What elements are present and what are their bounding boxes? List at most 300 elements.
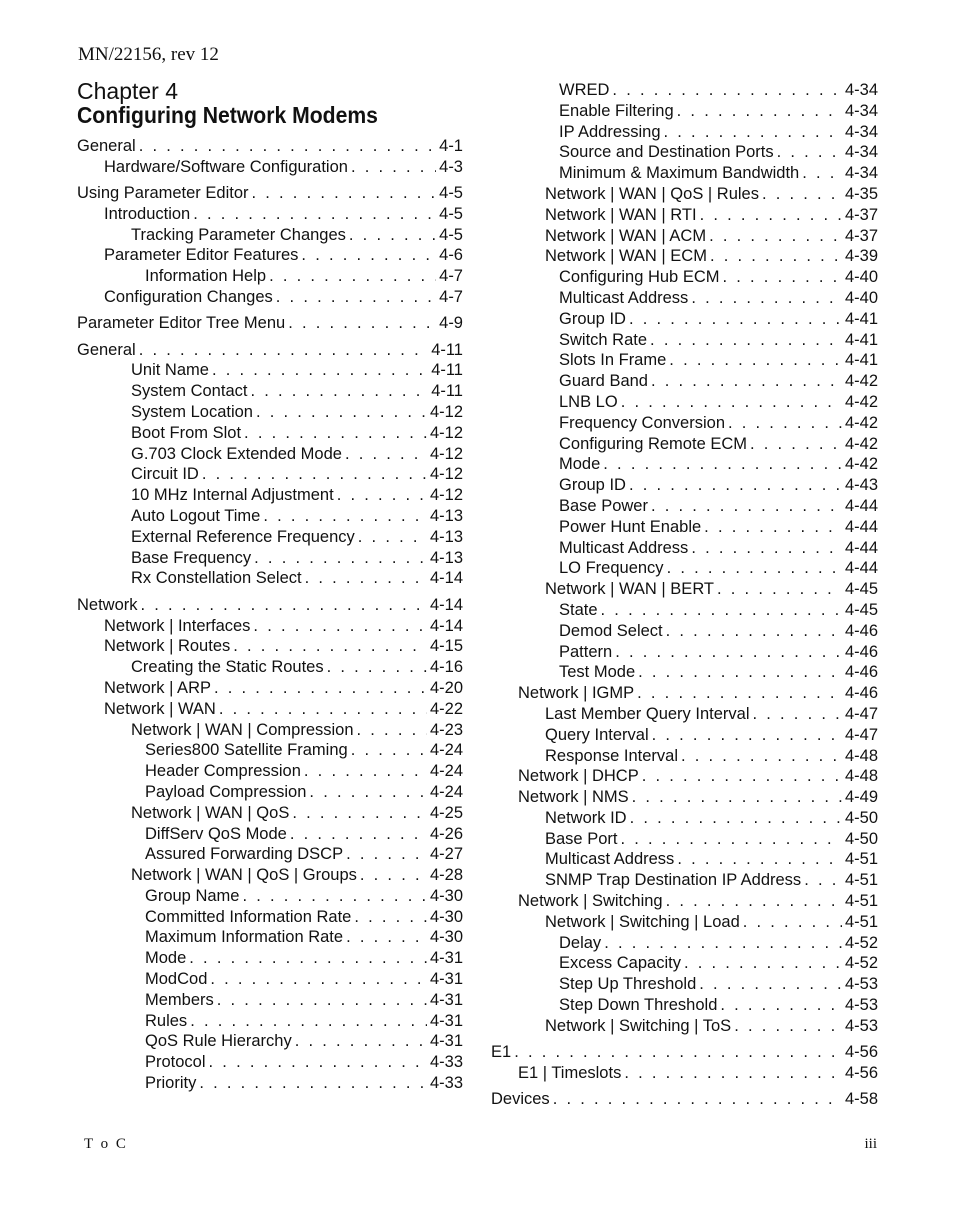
toc-entry-page: 4-7 — [436, 266, 463, 287]
toc-entry-title: Minimum & Maximum Bandwidth — [559, 163, 802, 184]
toc-entry[interactable] — [491, 330, 878, 351]
toc-entry[interactable] — [77, 699, 463, 720]
toc-entry[interactable] — [77, 720, 463, 741]
footer-page-number: iii — [864, 1136, 877, 1152]
toc-entry[interactable] — [77, 444, 463, 465]
toc-entry-page: 4-24 — [427, 782, 463, 803]
document-id: MN/22156, rev 12 — [78, 44, 219, 65]
toc-entry-title: Configuring Hub ECM — [559, 267, 723, 288]
dot-leader — [345, 444, 427, 465]
toc-entry[interactable] — [77, 782, 463, 803]
toc-entry[interactable] — [77, 761, 463, 782]
toc-entry[interactable] — [491, 142, 878, 163]
toc-entry[interactable] — [77, 225, 463, 246]
toc-entry[interactable] — [77, 157, 463, 178]
dot-leader — [346, 927, 427, 948]
toc-entry[interactable] — [77, 287, 463, 308]
dot-leader — [669, 350, 842, 371]
toc-entry[interactable] — [491, 1042, 878, 1063]
toc-entry[interactable] — [77, 948, 463, 969]
dot-leader — [214, 678, 427, 699]
toc-entry-page: 4-45 — [842, 600, 878, 621]
toc-entry-title: Protocol — [145, 1052, 209, 1073]
toc-entry[interactable] — [491, 101, 878, 122]
chapter-title: Configuring Network Modems — [77, 102, 378, 128]
toc-entry[interactable] — [77, 636, 463, 657]
dot-leader — [734, 1016, 842, 1037]
dot-leader — [621, 392, 842, 413]
dot-leader — [651, 371, 842, 392]
toc-entry[interactable] — [77, 595, 463, 616]
toc-entry-page: 4-34 — [842, 163, 878, 184]
toc-entry-page: 4-46 — [842, 662, 878, 683]
toc-entry-page: 4-31 — [427, 969, 463, 990]
toc-entry-title: Network | Switching | Load — [545, 912, 743, 933]
toc-entry[interactable] — [491, 787, 878, 808]
toc-entry-title: System Location — [131, 402, 256, 423]
dot-leader — [244, 423, 427, 444]
dot-leader — [681, 746, 842, 767]
toc-entry-title: Group Name — [145, 886, 242, 907]
toc-entry[interactable] — [77, 568, 463, 589]
dot-leader — [141, 595, 427, 616]
dot-leader — [351, 157, 436, 178]
dot-leader — [360, 865, 427, 886]
toc-entry-page: 4-11 — [428, 360, 463, 381]
toc-entry-page: 4-53 — [842, 1016, 878, 1037]
toc-entry-page: 4-42 — [842, 454, 878, 475]
toc-entry[interactable] — [77, 423, 463, 444]
toc-entry[interactable] — [491, 579, 878, 600]
toc-entry-title: Configuration Changes — [104, 287, 276, 308]
dot-leader — [242, 886, 427, 907]
toc-entry-title: Source and Destination Ports — [559, 142, 777, 163]
toc-entry[interactable] — [491, 226, 878, 247]
toc-entry[interactable] — [491, 122, 878, 143]
toc-entry-title: Rules — [145, 1011, 190, 1032]
toc-entry-page: 4-43 — [842, 475, 878, 496]
toc-entry-page: 4-6 — [436, 245, 463, 266]
toc-entry-page: 4-44 — [842, 517, 878, 538]
dot-leader — [642, 766, 842, 787]
toc-entry[interactable] — [491, 683, 878, 704]
toc-column-right — [491, 80, 878, 1110]
toc-entry-title: Configuring Remote ECM — [559, 434, 750, 455]
toc-entry-page: 4-30 — [427, 907, 463, 928]
toc-entry[interactable] — [77, 204, 463, 225]
toc-entry-title: Circuit ID — [131, 464, 202, 485]
toc-entry-title: Delay — [559, 933, 604, 954]
toc-entry-title: Network — [77, 595, 141, 616]
toc-entry[interactable] — [491, 558, 878, 579]
toc-entry-title: Assured Forwarding DSCP — [145, 844, 346, 865]
dot-leader — [210, 969, 427, 990]
toc-entry-page: 4-25 — [427, 803, 463, 824]
dot-leader — [190, 1011, 427, 1032]
toc-entry[interactable] — [77, 907, 463, 928]
toc-entry-title: Demod Select — [559, 621, 666, 642]
toc-entry[interactable] — [77, 824, 463, 845]
toc-entry-page: 4-46 — [842, 642, 878, 663]
toc-entry[interactable] — [491, 392, 878, 413]
toc-entry-page: 4-40 — [842, 267, 878, 288]
toc-entry[interactable] — [491, 912, 878, 933]
dot-leader — [276, 287, 436, 308]
dot-leader — [684, 953, 842, 974]
toc-entry[interactable] — [491, 662, 878, 683]
toc-entry[interactable] — [77, 678, 463, 699]
toc-entry-page: 4-24 — [427, 761, 463, 782]
dot-leader — [804, 870, 842, 891]
toc-entry-page: 4-42 — [842, 392, 878, 413]
toc-entry[interactable] — [491, 246, 878, 267]
dot-leader — [717, 579, 842, 600]
toc-entry[interactable] — [491, 766, 878, 787]
toc-entry[interactable] — [491, 496, 878, 517]
toc-entry-page: 4-37 — [842, 205, 878, 226]
toc-entry-title: Multicast Address — [559, 538, 691, 559]
toc-entry-page: 4-13 — [427, 506, 463, 527]
dot-leader — [651, 496, 842, 517]
toc-entry-title: Members — [145, 990, 217, 1011]
toc-entry-page: 4-51 — [842, 870, 878, 891]
toc-entry-page: 4-37 — [842, 226, 878, 247]
toc-entry-page: 4-41 — [842, 350, 878, 371]
toc-entry[interactable] — [77, 803, 463, 824]
toc-entry-title: Group ID — [559, 475, 629, 496]
toc-entry-page: 4-12 — [427, 464, 463, 485]
toc-entry[interactable] — [491, 434, 878, 455]
toc-entry[interactable] — [491, 163, 878, 184]
toc-entry-title: LO Frequency — [559, 558, 667, 579]
toc-entry-page: 4-52 — [842, 953, 878, 974]
toc-entry-page: 4-56 — [842, 1063, 878, 1084]
dot-leader — [664, 122, 842, 143]
toc-entry[interactable] — [77, 886, 463, 907]
toc-entry-title: Network | WAN | RTI — [545, 205, 700, 226]
toc-entry-page: 4-28 — [427, 865, 463, 886]
toc-entry[interactable] — [77, 1011, 463, 1032]
dot-leader — [514, 1042, 842, 1063]
toc-entry-title: Pattern — [559, 642, 615, 663]
toc-entry-title: Mode — [145, 948, 189, 969]
toc-entry-page: 4-14 — [427, 616, 463, 637]
toc-entry[interactable] — [77, 1073, 463, 1094]
toc-entry-title: Mode — [559, 454, 603, 475]
dot-leader — [709, 226, 842, 247]
toc-entry-title: IP Addressing — [559, 122, 664, 143]
toc-entry[interactable] — [77, 360, 463, 381]
dot-leader — [337, 485, 427, 506]
toc-column-left — [77, 136, 463, 1094]
toc-entry-title: Last Member Query Interval — [545, 704, 753, 725]
toc-entry-title: LNB LO — [559, 392, 621, 413]
toc-entry-title: External Reference Frequency — [131, 527, 358, 548]
dot-leader — [209, 1052, 427, 1073]
toc-entry-title: Switch Rate — [559, 330, 650, 351]
toc-entry-title: State — [559, 600, 601, 621]
dot-leader — [620, 829, 842, 850]
dot-leader — [630, 808, 842, 829]
toc-entry-title: Creating the Static Routes — [131, 657, 327, 678]
toc-entry-page: 4-34 — [842, 142, 878, 163]
toc-entry[interactable] — [491, 870, 878, 891]
toc-entry[interactable] — [491, 350, 878, 371]
toc-entry-title: Network | WAN — [104, 699, 219, 720]
toc-entry[interactable] — [491, 600, 878, 621]
toc-entry-page: 4-45 — [842, 579, 878, 600]
dot-leader — [254, 548, 427, 569]
toc-entry-title: Rx Constellation Select — [131, 568, 305, 589]
toc-entry-title: Multicast Address — [545, 849, 677, 870]
toc-entry-title: Using Parameter Editor — [77, 183, 252, 204]
toc-entry[interactable] — [77, 402, 463, 423]
toc-entry[interactable] — [77, 548, 463, 569]
toc-entry[interactable] — [77, 740, 463, 761]
dot-leader — [704, 517, 842, 538]
toc-entry-page: 4-31 — [427, 1011, 463, 1032]
toc-entry[interactable] — [491, 725, 878, 746]
toc-entry[interactable] — [491, 184, 878, 205]
toc-entry[interactable] — [491, 475, 878, 496]
toc-entry-page: 4-12 — [427, 423, 463, 444]
toc-entry[interactable] — [491, 309, 878, 330]
toc-entry[interactable] — [77, 136, 463, 157]
dot-leader — [199, 1073, 427, 1094]
toc-entry[interactable] — [491, 1063, 878, 1084]
toc-entry[interactable] — [77, 1031, 463, 1052]
toc-entry-page: 4-34 — [842, 80, 878, 101]
dot-leader — [750, 434, 842, 455]
toc-entry-page: 4-49 — [842, 787, 878, 808]
dot-leader — [202, 464, 427, 485]
toc-entry-title: Network | Interfaces — [104, 616, 253, 637]
dot-leader — [677, 849, 842, 870]
toc-entry[interactable] — [77, 340, 463, 361]
toc-entry[interactable] — [491, 517, 878, 538]
toc-entry-page: 4-47 — [842, 725, 878, 746]
toc-entry-title: Devices — [491, 1089, 553, 1110]
toc-entry-title: E1 | Timeslots — [518, 1063, 624, 1084]
dot-leader — [349, 225, 436, 246]
toc-entry-page: 4-11 — [428, 340, 463, 361]
toc-entry[interactable] — [77, 1052, 463, 1073]
toc-entry-page: 4-5 — [436, 183, 463, 204]
toc-entry-title: Base Power — [559, 496, 651, 517]
toc-entry-title: Parameter Editor Tree Menu — [77, 313, 288, 334]
toc-entry-title: Network | IGMP — [518, 683, 637, 704]
toc-entry-title: Network | WAN | QoS — [131, 803, 292, 824]
toc-entry[interactable] — [491, 454, 878, 475]
toc-entry[interactable] — [491, 205, 878, 226]
dot-leader — [304, 761, 427, 782]
dot-leader — [691, 538, 842, 559]
dot-leader — [710, 246, 842, 267]
dot-leader — [743, 912, 842, 933]
toc-entry[interactable] — [491, 849, 878, 870]
toc-entry-title: Information Help — [145, 266, 269, 287]
toc-entry-title: General — [77, 340, 139, 361]
toc-entry-page: 4-22 — [427, 699, 463, 720]
dot-leader — [189, 948, 427, 969]
toc-entry-page: 4-51 — [842, 891, 878, 912]
toc-entry[interactable] — [491, 953, 878, 974]
dot-leader — [252, 183, 437, 204]
dot-leader — [802, 163, 842, 184]
toc-entry-title: Auto Logout Time — [131, 506, 263, 527]
toc-entry[interactable] — [491, 746, 878, 767]
toc-entry-title: Series800 Satellite Framing — [145, 740, 351, 761]
toc-entry-page: 4-50 — [842, 829, 878, 850]
toc-entry[interactable] — [77, 183, 463, 204]
toc-entry[interactable] — [491, 1089, 878, 1110]
toc-entry[interactable] — [491, 808, 878, 829]
toc-entry[interactable] — [491, 288, 878, 309]
toc-entry[interactable] — [491, 933, 878, 954]
dot-leader — [720, 995, 842, 1016]
toc-entry-page: 4-30 — [427, 927, 463, 948]
dot-leader — [723, 267, 842, 288]
dot-leader — [632, 787, 842, 808]
toc-entry-title: Unit Name — [131, 360, 212, 381]
toc-entry[interactable] — [491, 891, 878, 912]
dot-leader — [650, 330, 842, 351]
toc-entry-title: Payload Compression — [145, 782, 309, 803]
dot-leader — [253, 616, 427, 637]
toc-entry[interactable] — [491, 621, 878, 642]
dot-leader — [250, 381, 428, 402]
dot-leader — [327, 657, 427, 678]
toc-entry[interactable] — [77, 990, 463, 1011]
toc-entry-page: 4-48 — [842, 766, 878, 787]
toc-entry-page: 4-39 — [842, 246, 878, 267]
toc-entry-title: ModCod — [145, 969, 210, 990]
dot-leader — [762, 184, 842, 205]
dot-leader — [351, 740, 427, 761]
dot-leader — [691, 288, 842, 309]
toc-entry-page: 4-12 — [427, 402, 463, 423]
toc-entry-title: Enable Filtering — [559, 101, 677, 122]
toc-entry-title: Excess Capacity — [559, 953, 684, 974]
toc-entry[interactable] — [77, 657, 463, 678]
toc-entry-page: 4-52 — [842, 933, 878, 954]
toc-entry-page: 4-53 — [842, 974, 878, 995]
toc-entry[interactable] — [491, 829, 878, 850]
toc-entry-title: Priority — [145, 1073, 199, 1094]
dot-leader — [256, 402, 427, 423]
dot-leader — [652, 725, 842, 746]
toc-entry[interactable] — [77, 464, 463, 485]
toc-entry[interactable] — [491, 413, 878, 434]
toc-entry-title: Hardware/Software Configuration — [104, 157, 351, 178]
dot-leader — [638, 662, 842, 683]
toc-entry[interactable] — [491, 642, 878, 663]
toc-entry-title: Network | WAN | ACM — [545, 226, 709, 247]
toc-entry-page: 4-58 — [842, 1089, 878, 1110]
toc-entry[interactable] — [491, 538, 878, 559]
toc-entry[interactable] — [77, 266, 463, 287]
dot-leader — [354, 907, 427, 928]
toc-entry-title: Multicast Address — [559, 288, 691, 309]
toc-entry-page: 4-46 — [842, 683, 878, 704]
toc-entry-title: Boot From Slot — [131, 423, 244, 444]
toc-entry-page: 4-41 — [842, 330, 878, 351]
toc-entry-title: E1 — [491, 1042, 514, 1063]
toc-entry[interactable] — [77, 927, 463, 948]
toc-entry-page: 4-53 — [842, 995, 878, 1016]
toc-entry-page: 4-33 — [427, 1073, 463, 1094]
toc-entry-title: Network | WAN | Compression — [131, 720, 357, 741]
dot-leader — [305, 568, 427, 589]
toc-entry-page: 4-34 — [842, 122, 878, 143]
footer-toc-label: T o C — [84, 1136, 128, 1152]
dot-leader — [212, 360, 428, 381]
toc-entry[interactable] — [77, 969, 463, 990]
toc-entry-title: Query Interval — [545, 725, 652, 746]
toc-entry-title: Slots In Frame — [559, 350, 669, 371]
dot-leader — [263, 506, 427, 527]
toc-entry-page: 4-31 — [427, 948, 463, 969]
toc-entry-page: 4-16 — [427, 657, 463, 678]
toc-entry-title: Base Frequency — [131, 548, 254, 569]
toc-entry-title: Network | Switching — [518, 891, 666, 912]
dot-leader — [358, 527, 427, 548]
toc-entry-page: 4-44 — [842, 558, 878, 579]
toc-entry-page: 4-23 — [427, 720, 463, 741]
dot-leader — [290, 824, 427, 845]
toc-entry[interactable] — [491, 995, 878, 1016]
toc-entry-page: 4-27 — [427, 844, 463, 865]
dot-leader — [301, 245, 436, 266]
toc-entry[interactable] — [77, 844, 463, 865]
dot-leader — [219, 699, 427, 720]
dot-leader — [346, 844, 427, 865]
toc-entry[interactable] — [77, 485, 463, 506]
toc-entry[interactable] — [77, 313, 463, 334]
toc-entry-title: Network | WAN | QoS | Rules — [545, 184, 762, 205]
toc-entry[interactable] — [491, 267, 878, 288]
toc-entry-page: 4-48 — [842, 746, 878, 767]
toc-entry-title: Step Up Threshold — [559, 974, 699, 995]
toc-entry[interactable] — [491, 80, 878, 101]
dot-leader — [615, 642, 842, 663]
toc-entry[interactable] — [77, 865, 463, 886]
toc-entry-page: 4-50 — [842, 808, 878, 829]
toc-entry[interactable] — [491, 974, 878, 995]
toc-entry[interactable] — [491, 371, 878, 392]
toc-entry-title: Network | NMS — [518, 787, 632, 808]
toc-entry[interactable] — [491, 1016, 878, 1037]
toc-entry-page: 4-12 — [427, 485, 463, 506]
toc-entry[interactable] — [77, 616, 463, 637]
toc-entry-title: Network ID — [545, 808, 630, 829]
toc-entry-title: Network | WAN | BERT — [545, 579, 717, 600]
toc-entry[interactable] — [77, 381, 463, 402]
toc-entry-page: 4-41 — [842, 309, 878, 330]
toc-entry-page: 4-56 — [842, 1042, 878, 1063]
dot-leader — [193, 204, 436, 225]
toc-entry-page: 4-14 — [427, 595, 463, 616]
toc-entry-page: 4-31 — [427, 1031, 463, 1052]
toc-entry[interactable] — [77, 506, 463, 527]
toc-entry-page: 4-9 — [436, 313, 463, 334]
toc-entry-title: Base Port — [545, 829, 620, 850]
toc-entry-page: 4-42 — [842, 413, 878, 434]
toc-entry[interactable] — [491, 704, 878, 725]
toc-entry-title: Network | WAN | QoS | Groups — [131, 865, 360, 886]
toc-entry[interactable] — [77, 527, 463, 548]
toc-entry[interactable] — [77, 245, 463, 266]
